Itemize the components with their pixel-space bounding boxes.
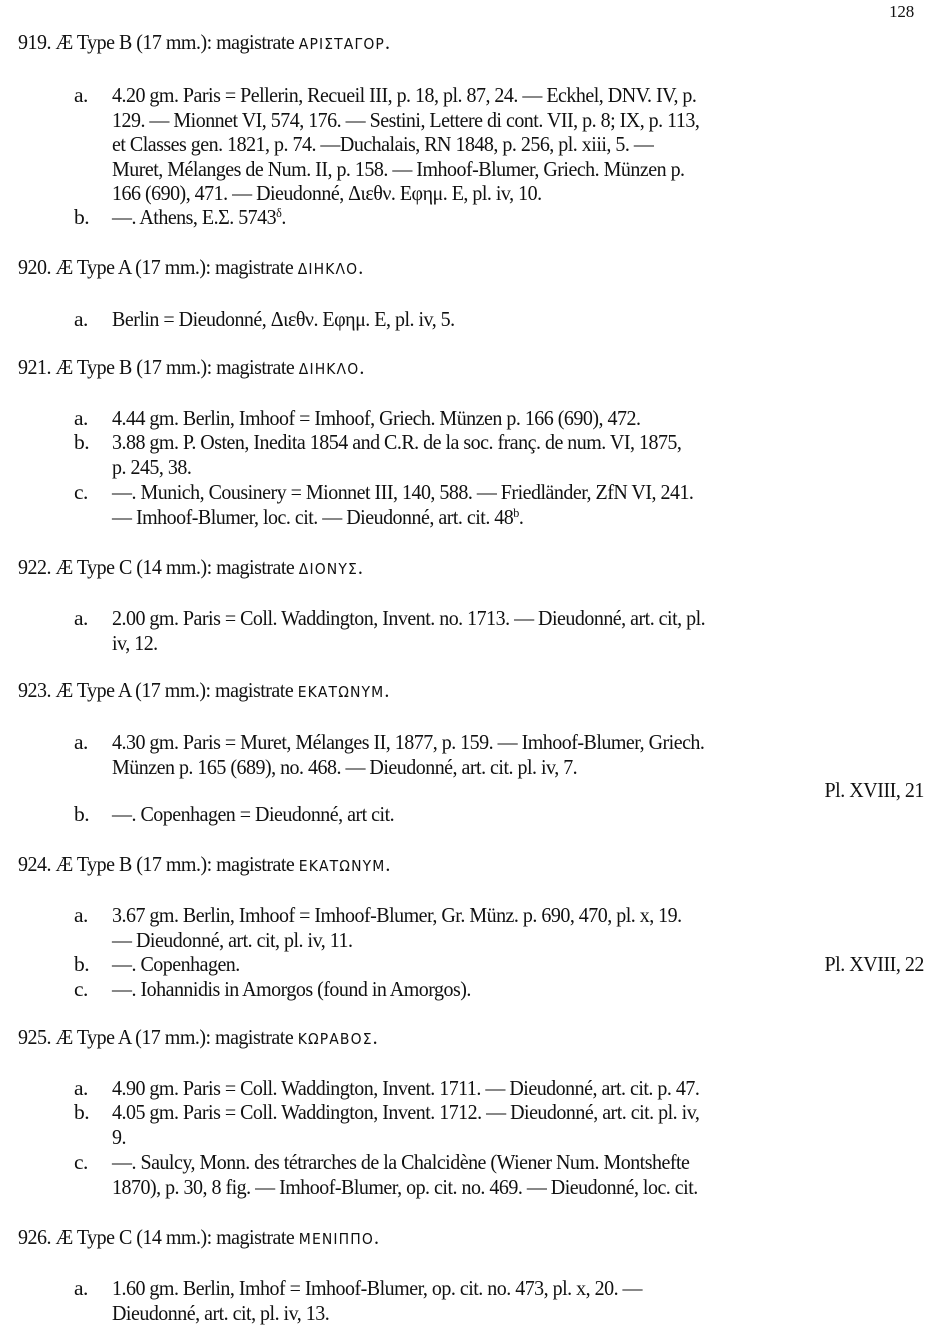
sub-entry-text bbox=[112, 1100, 882, 1149]
sub-entry-924c bbox=[74, 977, 934, 1002]
period: . bbox=[372, 1025, 378, 1049]
text-run: . bbox=[518, 504, 524, 529]
sub-entry-923a bbox=[74, 730, 934, 779]
sub-entry-label: a. bbox=[74, 83, 88, 107]
entry-heading-925 bbox=[18, 1025, 377, 1050]
sub-entry-926a bbox=[74, 1276, 934, 1325]
text-line: 4.44 gm. Berlin, Imhoof = Imhoof, Griech. Münzen p. 166 (690), 472. bbox=[112, 406, 641, 430]
sub-entry-925c bbox=[74, 1150, 934, 1199]
entry-number: 922. bbox=[18, 555, 51, 579]
period: . bbox=[358, 255, 363, 279]
superscript: δ bbox=[276, 205, 282, 220]
period: . bbox=[357, 555, 363, 579]
text-line: p. 245, 38. bbox=[112, 454, 192, 479]
entry-heading-921 bbox=[18, 355, 364, 380]
sub-entry-text bbox=[112, 730, 882, 779]
text-run: — Imhoof-Blumer, loc. cit. — Dieudonné, art. cit. 48 bbox=[112, 504, 514, 529]
sub-entry-text bbox=[112, 1076, 882, 1101]
entry-number: 925. bbox=[18, 1025, 51, 1049]
sub-entry-text bbox=[112, 802, 882, 827]
sub-entry-text bbox=[112, 952, 882, 977]
sub-entry-925b bbox=[74, 1100, 934, 1149]
sub-entry-label: a. bbox=[74, 307, 88, 331]
sub-entry-label: b. bbox=[74, 952, 90, 976]
sub-entry-text bbox=[112, 606, 882, 655]
text-line: Münzen p. 165 (689), no. 468. — Dieudonné, art. cit. pl. iv, 7. bbox=[112, 754, 578, 779]
entry-heading-923 bbox=[18, 678, 389, 703]
text-line: 129. — Mionnet VI, 574, 176. — Sestini, Lettere di cont. VII, p. 8; IX, p. 113, bbox=[112, 107, 700, 132]
text-line: Muret, Mélanges de Num. II, p. 158. — Imhoof-Blumer, Griech. Münzen p. bbox=[112, 156, 685, 181]
entry-number: 924. bbox=[18, 852, 51, 876]
sub-entry-925a bbox=[74, 1076, 934, 1101]
period: . bbox=[384, 678, 389, 702]
sub-entry-text bbox=[112, 977, 882, 1002]
text-line: Berlin = Dieudonné, Διεθν. Εφημ. E, pl. iv, 5. bbox=[112, 307, 455, 331]
text-line: 4.05 gm. Paris = Coll. Waddington, Invent. 1712. — Dieudonné, art. cit. pl. iv, bbox=[112, 1100, 700, 1124]
sub-entry-text bbox=[112, 307, 882, 332]
entry-number: 919. bbox=[18, 30, 51, 54]
text-line: —. Copenhagen = Dieudonné, art cit. bbox=[112, 802, 395, 826]
entry-number: 926. bbox=[18, 1225, 51, 1249]
sub-entry-text bbox=[112, 1276, 882, 1325]
text-line: 9. bbox=[112, 1124, 126, 1149]
sub-entry-text bbox=[112, 1150, 882, 1199]
sub-entry-label: a. bbox=[74, 1276, 88, 1300]
sub-entry-919a bbox=[74, 83, 934, 206]
entry-number: 920. bbox=[18, 255, 51, 279]
sub-entry-text bbox=[112, 205, 882, 230]
entry-number: 923. bbox=[18, 678, 51, 702]
entry-number: 921. bbox=[18, 355, 51, 379]
magistrate-name: ΔΙΟΝΥΣ bbox=[298, 560, 358, 578]
period: . bbox=[359, 355, 364, 379]
text-line: 4.20 gm. Paris = Pellerin, Recueil III, p. 18, pl. 87, 24. — Eckhel, DNV. IV, p. bbox=[112, 83, 697, 107]
sub-entry-922a bbox=[74, 606, 934, 655]
text-line: 3.88 gm. P. Osten, Inedita 1854 and C.R. de la soc. franç. de num. VI, 1875, bbox=[112, 430, 682, 454]
magistrate-name: ΑΡΙΣΤΑΓΟΡ bbox=[298, 35, 385, 53]
superscript: b bbox=[513, 504, 519, 520]
sub-entry-920a bbox=[74, 307, 934, 332]
text-line: —. Copenhagen. bbox=[112, 952, 240, 976]
sub-entry-text bbox=[112, 903, 882, 952]
sub-entry-924a bbox=[74, 903, 934, 952]
sub-entry-text bbox=[112, 406, 882, 431]
sub-entry-919b bbox=[74, 205, 934, 230]
text-line: 4.30 gm. Paris = Muret, Mélanges II, 1877, p. 159. — Imhoof-Blumer, Griech. bbox=[112, 730, 705, 754]
text-line: Dieudonné, art. cit, pl. iv, 13. bbox=[112, 1300, 330, 1325]
text-line: 1870), p. 30, 8 fig. — Imhoof-Blumer, op. cit. no. 469. — Dieudonné, loc. cit. bbox=[112, 1174, 698, 1199]
magistrate-name: ΔΙΗΚΛΟ bbox=[298, 360, 360, 378]
page-number: 128 bbox=[889, 2, 914, 21]
text-run: —. Athens, E.Σ. 5743 bbox=[112, 205, 277, 229]
magistrate-name: ΜΕΝΙΠΠΟ bbox=[298, 1230, 374, 1248]
magistrate-name: ΕΚΑΤΩΝΥΜ bbox=[298, 857, 386, 875]
period: . bbox=[385, 852, 390, 876]
sub-entry-label: a. bbox=[74, 1076, 88, 1100]
text-line bbox=[112, 505, 882, 530]
text-line: iv, 12. bbox=[112, 630, 158, 655]
sub-entry-label: b. bbox=[74, 430, 90, 454]
text-run: . bbox=[281, 205, 286, 229]
sub-entry-921a bbox=[74, 406, 934, 431]
text-line: —. Iohannidis in Amorgos (found in Amorgos). bbox=[112, 977, 471, 1001]
sub-entry-label: c. bbox=[74, 977, 88, 1001]
sub-entry-label: b. bbox=[74, 1100, 90, 1124]
text-line: 166 (690), 471. — Dieudonné, Διεθν. Εφημ. E, pl. iv, 10. bbox=[112, 181, 542, 205]
magistrate-name: ΚΩΡΑΒΟΣ bbox=[297, 1030, 373, 1048]
text-line: — Dieudonné, art. cit, pl. iv, 11. bbox=[112, 927, 353, 952]
entry-description: Æ Type C (14 mm.): magistrate bbox=[55, 1225, 299, 1249]
text-line: —. Saulcy, Monn. des tétrarches de la Chalcidène (Wiener Num. Montshefte bbox=[112, 1150, 690, 1174]
entry-heading-926 bbox=[18, 1225, 378, 1250]
entry-description: Æ Type A (17 mm.): magistrate bbox=[55, 1025, 298, 1049]
magistrate-name: ΕΚΑΤΩΝΥΜ bbox=[297, 683, 385, 701]
text-line: 4.90 gm. Paris = Coll. Waddington, Invent. 1711. — Dieudonné, art. cit. p. 47. bbox=[112, 1076, 700, 1100]
sub-entry-text bbox=[112, 480, 882, 529]
entry-heading-920 bbox=[18, 255, 363, 280]
text-line: 3.67 gm. Berlin, Imhoof = Imhoof-Blumer, Gr. Münz. p. 690, 470, pl. x, 19. bbox=[112, 903, 682, 927]
entry-description: Æ Type A (17 mm.): magistrate bbox=[55, 678, 298, 702]
sub-entry-label: a. bbox=[74, 903, 88, 927]
sub-entry-text bbox=[112, 430, 882, 479]
entry-description: Æ Type C (14 mm.): magistrate bbox=[55, 555, 299, 579]
text-line: 1.60 gm. Berlin, Imhof = Imhoof-Blumer, op. cit. no. 473, pl. x, 20. — bbox=[112, 1276, 643, 1300]
text-line bbox=[112, 205, 882, 230]
text-line: —. Munich, Cousinery = Mionnet III, 140, 588. — Friedländer, ZfN VI, 241. bbox=[112, 480, 694, 504]
sub-entry-923b bbox=[74, 802, 934, 827]
entry-description: Æ Type B (17 mm.): magistrate bbox=[55, 30, 299, 54]
text-line: et Classes gen. 1821, p. 74. —Duchalais, RN 1848, p. 256, pl. xiii, 5. — bbox=[112, 132, 654, 156]
period: . bbox=[373, 1225, 379, 1249]
magistrate-name: ΔΙΗΚΛΟ bbox=[297, 260, 359, 278]
sub-entry-921b bbox=[74, 430, 934, 479]
sub-entry-label: b. bbox=[74, 802, 90, 826]
period: . bbox=[384, 30, 390, 54]
sub-entry-label: a. bbox=[74, 406, 88, 430]
sub-entry-text bbox=[112, 83, 882, 206]
entry-description: Æ Type A (17 mm.): magistrate bbox=[55, 255, 298, 279]
sub-entry-label: b. bbox=[74, 205, 90, 229]
entry-heading-924 bbox=[18, 852, 390, 877]
text-line: 2.00 gm. Paris = Coll. Waddington, Invent. no. 1713. — Dieudonné, art. cit, pl. bbox=[112, 606, 706, 630]
entry-heading-922 bbox=[18, 555, 362, 580]
entry-description: Æ Type B (17 mm.): magistrate bbox=[55, 852, 299, 876]
entry-heading-919 bbox=[18, 30, 389, 55]
plate-reference-923: Pl. XVIII, 21 bbox=[824, 778, 924, 802]
sub-entry-label: c. bbox=[74, 1150, 88, 1174]
sub-entry-921c bbox=[74, 480, 934, 529]
sub-entry-label: a. bbox=[74, 730, 88, 754]
sub-entry-label: a. bbox=[74, 606, 88, 630]
sub-entry-label: c. bbox=[74, 480, 88, 504]
sub-entry-924b bbox=[74, 952, 934, 977]
plate-reference-924: Pl. XVIII, 22 bbox=[824, 952, 924, 976]
entry-description: Æ Type B (17 mm.): magistrate bbox=[55, 355, 299, 379]
